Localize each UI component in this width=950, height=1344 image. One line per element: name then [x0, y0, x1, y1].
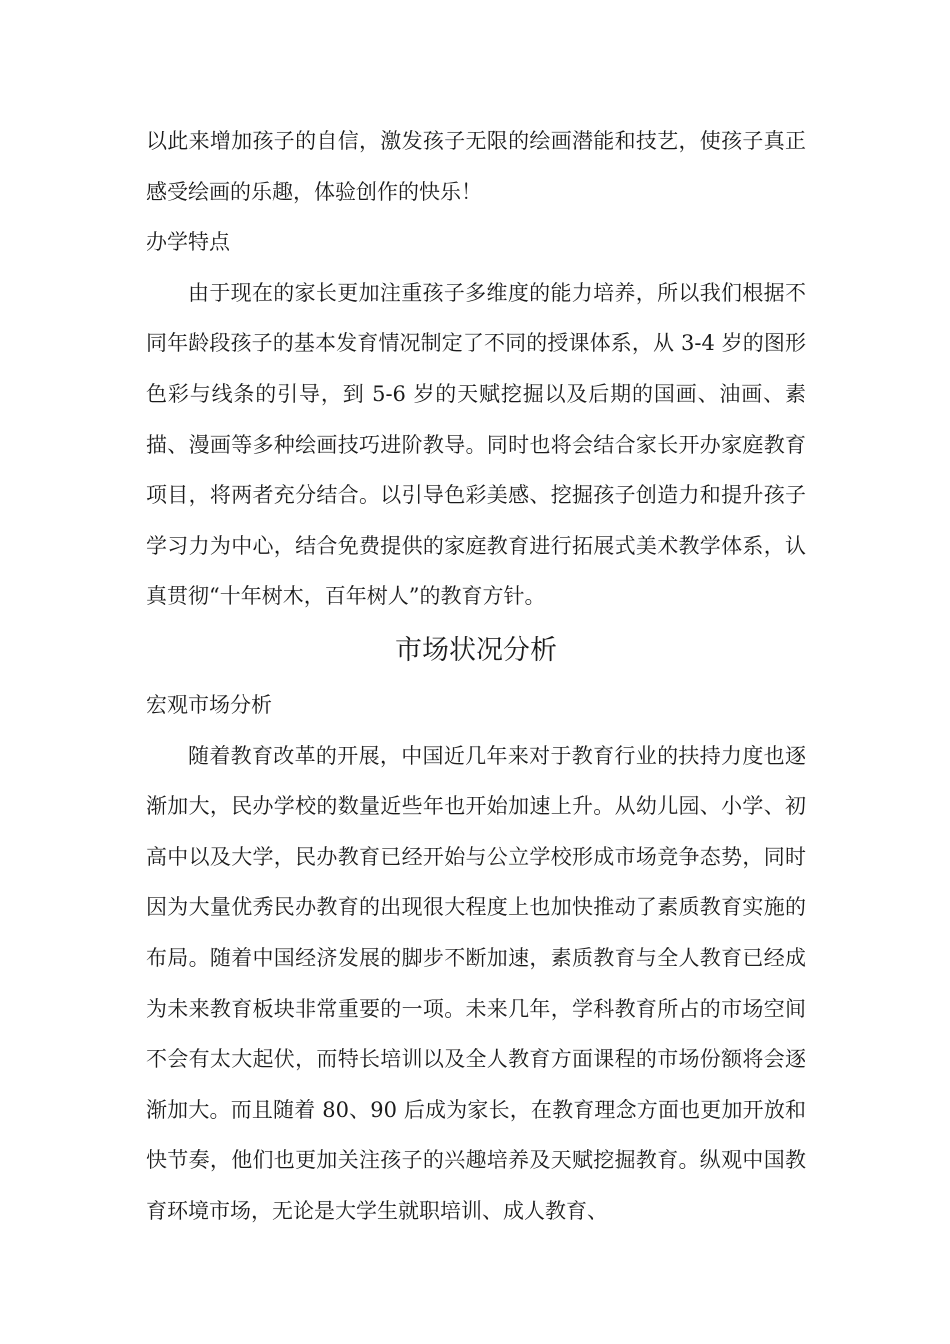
macro-paragraph: 随着教育改革的开展，中国近几年来对于教育行业的扶持力度也逐渐加大，民办学校的数量近些年也开始加速上升。从幼儿园、小学、初高中以及大学，民办教育已经开始与公立学校形成市场竞争态势，同时因为大量优秀民办教育的出现很大程度上也加快推动了素质教育实施的布局。随着中国经济发展的脚步不断加速，素质教育与全人教育已经成为未来教育板块非常重要的一项。未来几年，学科教育所占的市场空间不会有太大起伏，而特长培训以及全人教育方面课程的市场份额将会逐渐加大。而且随着 80、90 后成为家长，在教育理念方面也更加开放和快节奏，他们也更加关注孩子的兴趣培养及天赋挖掘教育。纵观中国教育环境市场，无论是大学生就职培训、成人教育、	[146, 743, 806, 1223]
features-paragraph: 由于现在的家长更加注重孩子多维度的能力培养，所以我们根据不同年龄段孩子的基本发育情况制定了不同的授课体系，从 3-4 岁的图形色彩与线条的引导，到 5-6 岁的天赋挖掘以及后期的国画、油画、素描、漫画等多种绘画技巧进阶教导。同时也将会结合家长开办家庭教育项目，将两者充分结合。以引导色彩美感、挖掘孩子创造力和提升孩子学习力为中心，结合免费提供的家庭教育进行拓展式美术教学体系，认真贯彻“十年树木，百年树人”的教育方针。	[146, 280, 806, 609]
macro-heading: 宏观市场分析	[146, 692, 272, 717]
features-heading: 办学特点	[146, 230, 230, 255]
document-body	[146, 116, 806, 1236]
section-title: 市场状况分析	[395, 634, 557, 666]
intro-paragraph: 以此来增加孩子的自信，激发孩子无限的绘画潜能和技艺，使孩子真正感受绘画的乐趣，体验创作的快乐！	[146, 129, 806, 204]
